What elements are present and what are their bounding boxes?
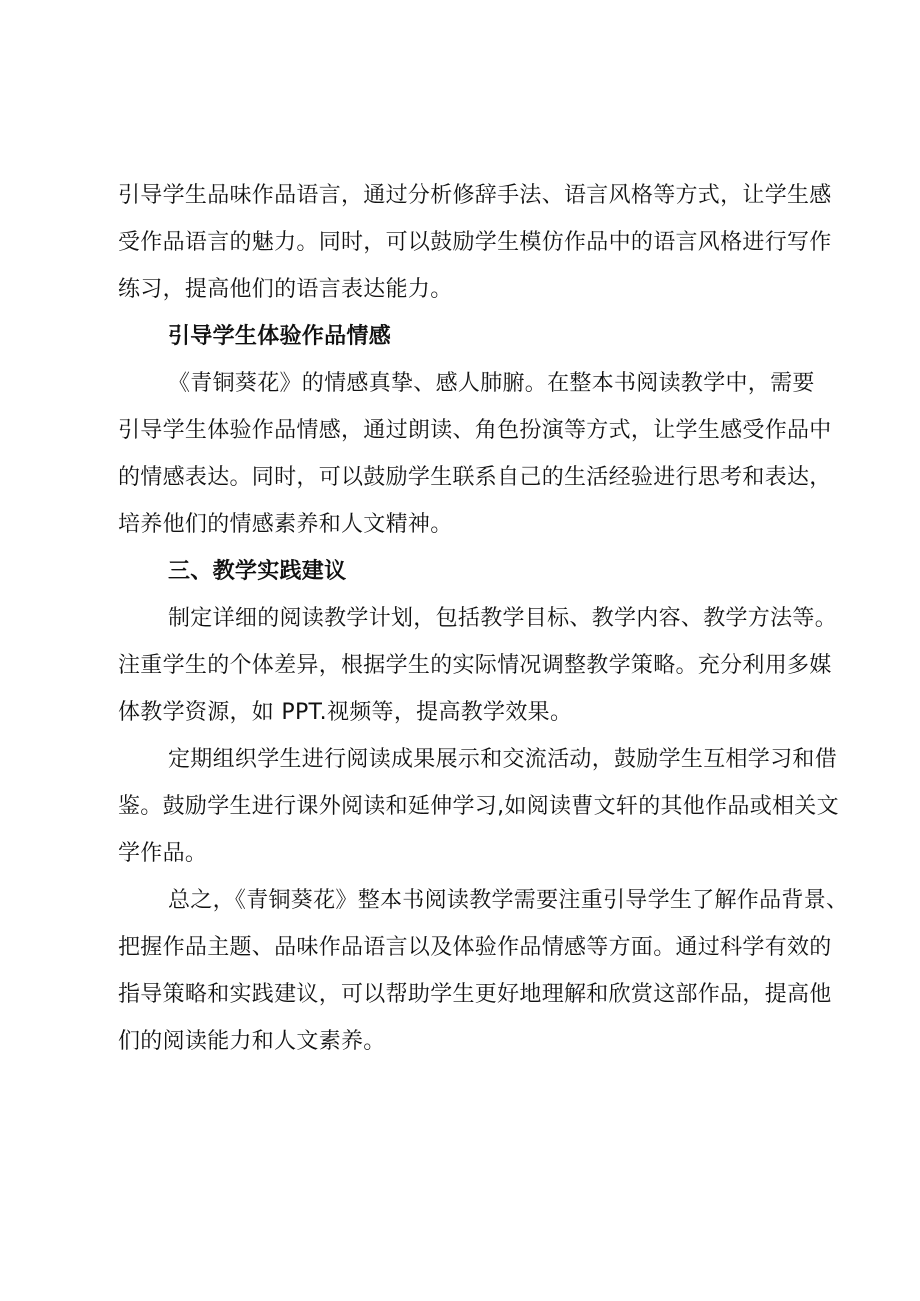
text-line: 注重学生的个体差异，根据学生的实际情况调整教学策略。充分利用多媒 [118,653,832,678]
text-line: 引导学生体验作品情感，通过朗读、角色扮演等方式，让学生感受作品中 [118,418,832,443]
text-line: 们的阅读能力和人文素养。 [118,1029,386,1054]
text-line: 鉴。鼓励学生进行课外阅读和延伸学习,如阅读曹文轩的其他作品或相关文 [118,794,839,819]
text-line: 总之，《青铜葵花》整本书阅读教学需要注重引导学生了解作品背景、 [168,888,849,913]
text-line: 培养他们的情感素养和人文精神。 [118,512,453,537]
text-line: 受作品语言的魅力。同时，可以鼓励学生模仿作品中的语言风格进行写作 [118,230,832,255]
text-line: 《青铜葵花》的情感真挚、感人肺腑。在整本书阅读教学中，需要 [168,371,815,396]
text-line: 体教学资源，如 PPT.视频等，提高教学效果。 [118,700,573,725]
section-heading-practice: 三、教学实践建议 [168,559,347,584]
paragraph-summary [118,877,849,1065]
paragraph-language [118,172,832,313]
text-line: 学作品。 [118,841,208,866]
paragraph-emotion [118,360,832,548]
section-heading-emotion: 引导学生体验作品情感 [168,324,392,349]
text-line: 指导策略和实践建议，可以帮助学生更好地理解和欣赏这部作品，提高他 [118,982,832,1007]
text-line: 定期组织学生进行阅读成果展示和交流活动，鼓励学生互相学习和借 [168,747,838,772]
text-line: 的情感表达。同时，可以鼓励学生联系自己的生活经验进行思考和表达， [118,465,832,490]
text-line: 制定详细的阅读教学计划，包括教学目标、教学内容、教学方法等。 [168,606,838,631]
text-line: 把握作品主题、品味作品语言以及体验作品情感等方面。通过科学有效的 [118,935,832,960]
text-line: 练习，提高他们的语言表达能力。 [118,277,453,302]
document-page [118,172,849,1065]
paragraph-activity [118,736,839,877]
paragraph-plan [118,595,838,736]
text-line: 引导学生品味作品语言，通过分析修辞手法、语言风格等方式，让学生感 [118,183,832,208]
